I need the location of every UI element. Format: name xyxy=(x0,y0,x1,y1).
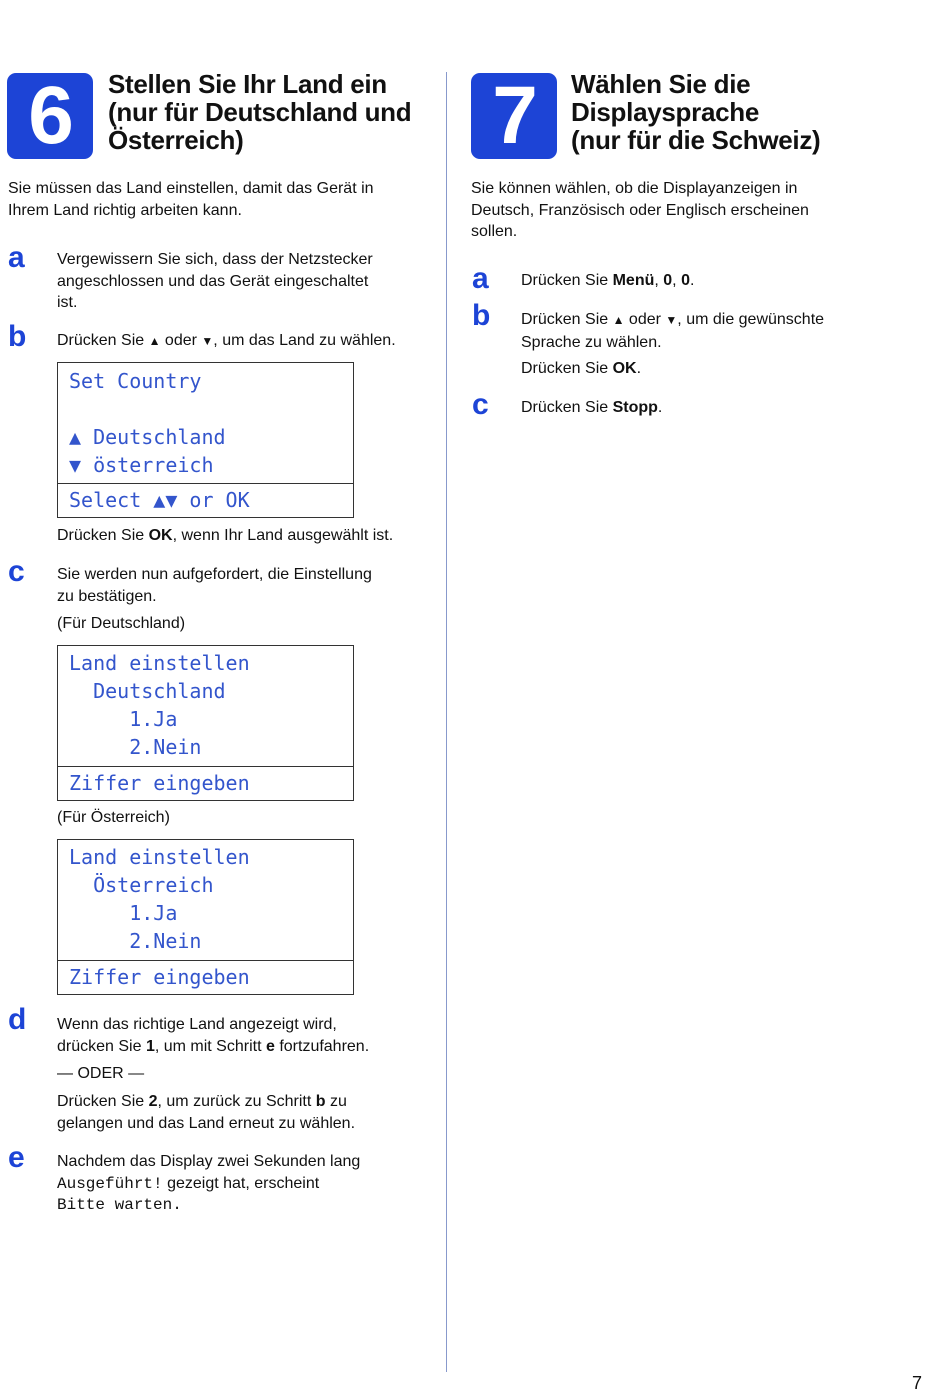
step-7b-ok-text xyxy=(521,358,641,380)
text: drücken Sie xyxy=(57,1037,146,1055)
text: oder xyxy=(624,311,666,328)
text: Drücken Sie xyxy=(57,332,149,349)
ok-key-label: OK xyxy=(148,527,173,544)
step-7c-text xyxy=(521,397,662,419)
lcd-footer: Ziffer eingeben xyxy=(69,771,250,795)
lcd-line: Set Country xyxy=(69,369,202,393)
text: , um die gewünschte xyxy=(677,311,825,328)
text-line: Sie werden nun aufgefordert, die Einstellung xyxy=(57,566,372,583)
step-letter-a: a xyxy=(472,262,489,295)
step-6e-text xyxy=(57,1151,360,1217)
lcd-line: Land einstellen xyxy=(69,845,250,869)
step-6-title xyxy=(108,70,411,154)
text-line: angeschlossen und das Gerät eingeschaltet xyxy=(57,272,369,290)
ok-key-label: OK xyxy=(612,360,637,377)
column-divider xyxy=(446,72,447,1372)
intro-line: Ihrem Land richtig arbeiten kann. xyxy=(8,201,242,219)
text: Drücken Sie xyxy=(521,360,613,377)
step-7-title xyxy=(571,70,820,154)
text: , xyxy=(654,272,664,289)
step-6-intro xyxy=(8,178,374,221)
text: Drücken Sie xyxy=(521,399,613,416)
display-message: Ausgeführt! xyxy=(57,1174,163,1193)
text-line: gelangen und das Land erneut zu wählen. xyxy=(57,1114,356,1132)
text: , um zurück zu Schritt xyxy=(157,1093,316,1110)
lcd-line: 1.Ja xyxy=(69,707,178,731)
text-line: Sprache zu wählen. xyxy=(521,333,662,351)
text: Drücken Sie xyxy=(521,272,613,289)
title-line: Wählen Sie die xyxy=(571,69,751,99)
text: , um mit Schritt xyxy=(154,1037,266,1055)
page-number: 7 xyxy=(912,1373,923,1393)
text: , xyxy=(672,272,682,289)
text-line xyxy=(57,1173,360,1196)
title-line: Stellen Sie Ihr Land ein xyxy=(108,69,387,99)
text: fortzufahren. xyxy=(274,1037,370,1055)
text-line xyxy=(521,309,824,332)
text-line: Wenn das richtige Land angezeigt wird, xyxy=(57,1016,337,1033)
step-letter-a: a xyxy=(8,241,25,274)
step-6b-text xyxy=(57,330,396,353)
label-austria: (Für Österreich) xyxy=(57,809,170,826)
lcd-line: 1.Ja xyxy=(69,901,178,925)
menu-key-label: Menü xyxy=(612,272,655,289)
step-7a-text xyxy=(521,270,694,292)
lcd-line: Deutschland xyxy=(69,679,226,703)
lcd-footer: Select ▲▼ or OK xyxy=(69,488,250,512)
lcd-line: 2.Nein xyxy=(69,735,202,759)
text: oder xyxy=(160,332,202,349)
step-letter-e: e xyxy=(8,1141,25,1174)
text: , wenn Ihr Land ausgewählt ist. xyxy=(172,527,394,544)
text-line: ist. xyxy=(57,294,78,311)
title-line: (nur für Deutschland und xyxy=(108,97,412,127)
step-ref: e xyxy=(265,1037,275,1055)
text-line xyxy=(57,1091,355,1113)
lcd-display-oesterreich xyxy=(57,839,354,995)
text: . xyxy=(636,360,642,377)
step-6d-text xyxy=(57,1014,369,1057)
intro-line: sollen. xyxy=(471,223,518,240)
text-line: zu bestätigen. xyxy=(57,587,157,605)
label-germany: (Für Deutschland) xyxy=(57,615,186,632)
intro-line: Sie müssen das Land einstellen, damit das Gerät in xyxy=(8,180,374,197)
step-6c-text xyxy=(57,564,372,607)
step-letter-b: b xyxy=(8,320,27,353)
key-0-label: 0 xyxy=(681,272,690,289)
down-arrow-icon: ▼ xyxy=(665,313,678,327)
display-message: Bitte warten. xyxy=(57,1196,182,1214)
step-7b-text xyxy=(521,309,824,353)
step-6-badge: 6 xyxy=(7,73,93,159)
step-letter-c: c xyxy=(8,555,25,588)
lcd-line: 2.Nein xyxy=(69,929,202,953)
oder-separator: — ODER — xyxy=(57,1065,145,1082)
text: , um das Land zu wählen. xyxy=(213,332,396,349)
key-2-label: 2 xyxy=(148,1093,158,1110)
lcd-display-set-country xyxy=(57,362,354,518)
key-0-label: 0 xyxy=(663,272,673,289)
intro-line: Sie können wählen, ob die Displayanzeigen in xyxy=(471,180,798,197)
intro-line: Deutsch, Französisch oder Englisch erscheinen xyxy=(471,201,809,219)
step-ref: b xyxy=(315,1093,326,1110)
step-letter-d: d xyxy=(8,1003,27,1036)
step-7-badge: 7 xyxy=(471,73,557,159)
stop-key-label: Stopp xyxy=(612,399,658,416)
up-arrow-icon: ▲ xyxy=(148,334,161,348)
lcd-footer: Ziffer eingeben xyxy=(69,965,250,989)
lcd-line: Österreich xyxy=(69,873,214,897)
key-1-label: 1 xyxy=(145,1037,155,1055)
text-line: Nachdem das Display zwei Sekunden lang xyxy=(57,1153,361,1170)
step-letter-c: c xyxy=(472,388,489,421)
lcd-line: Land einstellen xyxy=(69,651,250,675)
lcd-line: ▲ Deutschland xyxy=(69,425,226,449)
text: . xyxy=(689,272,695,289)
text-line: Vergewissern Sie sich, dass der Netzstecker xyxy=(57,251,373,268)
step-6d-alt-text xyxy=(57,1091,355,1134)
title-line: Displaysprache xyxy=(571,97,760,127)
title-line: (nur für die Schweiz) xyxy=(571,125,821,155)
lcd-display-deutschland xyxy=(57,645,354,801)
step-6a-text xyxy=(57,249,373,314)
title-line: Österreich) xyxy=(108,125,244,155)
up-arrow-icon: ▲ xyxy=(612,313,625,327)
step-letter-b: b xyxy=(472,299,491,332)
text: . xyxy=(657,399,663,416)
text: Drücken Sie xyxy=(57,1093,149,1110)
down-arrow-icon: ▼ xyxy=(201,334,214,348)
text: gezeigt hat, erscheint xyxy=(162,1174,320,1192)
text: Drücken Sie xyxy=(57,527,149,544)
text: zu xyxy=(325,1093,347,1110)
text: Drücken Sie xyxy=(521,311,613,328)
text-line xyxy=(57,1036,369,1058)
lcd-line: ▼ österreich xyxy=(69,453,214,477)
step-7-intro xyxy=(471,178,809,243)
step-6b-after xyxy=(57,525,393,547)
